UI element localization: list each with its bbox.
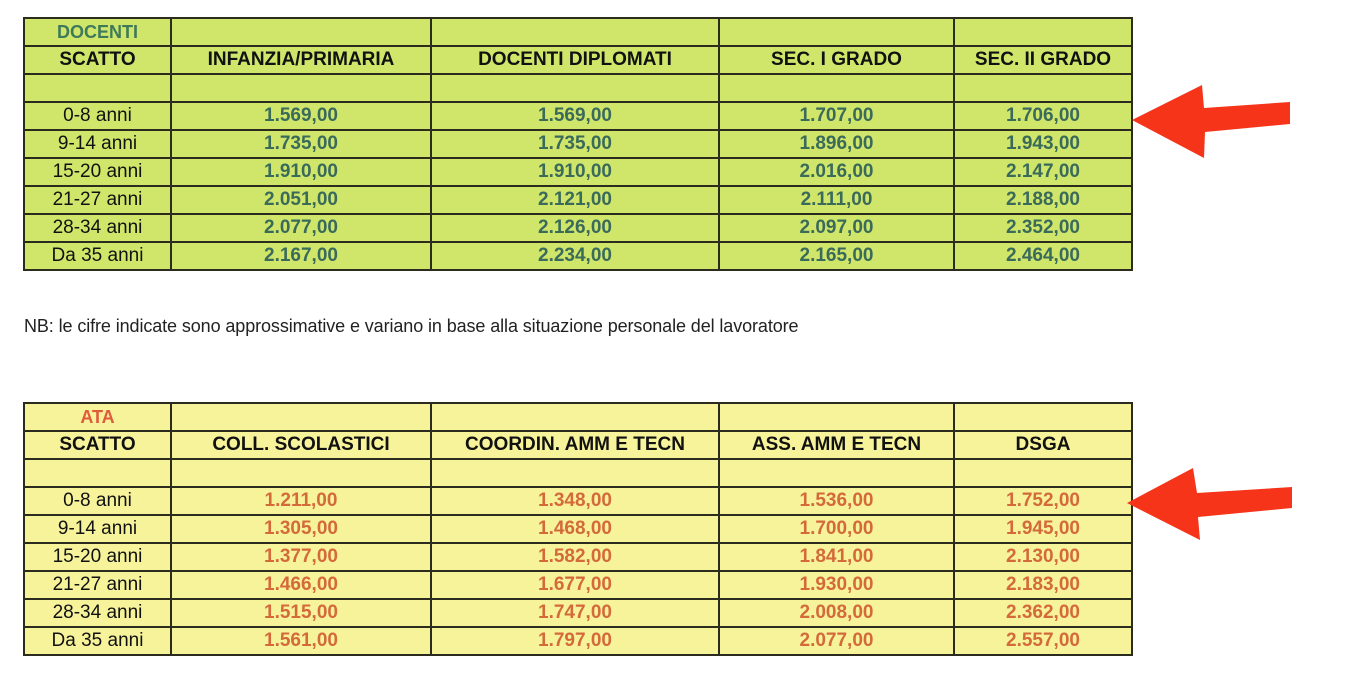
- value-cell: 2.008,00: [719, 599, 954, 627]
- scatto-cell: Da 35 anni: [24, 627, 171, 655]
- value-cell: 1.569,00: [171, 102, 431, 130]
- value-cell: 1.707,00: [719, 102, 954, 130]
- header-row: [24, 431, 1132, 459]
- value-cell: 2.362,00: [954, 599, 1132, 627]
- table-row: [24, 543, 1132, 571]
- value-cell: 2.051,00: [171, 186, 431, 214]
- scatto-cell: 15-20 anni: [24, 543, 171, 571]
- value-cell: 2.165,00: [719, 242, 954, 270]
- value-cell: 2.183,00: [954, 571, 1132, 599]
- value-cell: 1.561,00: [171, 627, 431, 655]
- header-row: [24, 46, 1132, 74]
- value-cell: 1.348,00: [431, 487, 719, 515]
- value-cell: 2.097,00: [719, 214, 954, 242]
- value-cell: 2.111,00: [719, 186, 954, 214]
- scatto-cell: 15-20 anni: [24, 158, 171, 186]
- column-header: SCATTO: [24, 431, 171, 459]
- disclaimer-note: NB: le cifre indicate sono approssimative e variano in base alla situazione personale del lavoratore: [24, 316, 799, 336]
- table-row: [24, 214, 1132, 242]
- value-cell: 1.735,00: [431, 130, 719, 158]
- scatto-cell: 28-34 anni: [24, 599, 171, 627]
- section-label-row: [24, 18, 1132, 46]
- value-cell: 1.735,00: [171, 130, 431, 158]
- arrow-left-icon: [1130, 80, 1310, 160]
- section-label: DOCENTI: [24, 18, 171, 46]
- table-row: [24, 186, 1132, 214]
- value-cell: 1.466,00: [171, 571, 431, 599]
- value-cell: 1.752,00: [954, 487, 1132, 515]
- column-header: DSGA: [954, 431, 1132, 459]
- table-row: [24, 515, 1132, 543]
- value-cell: 2.126,00: [431, 214, 719, 242]
- scatto-cell: 28-34 anni: [24, 214, 171, 242]
- value-cell: 1.677,00: [431, 571, 719, 599]
- value-cell: 1.582,00: [431, 543, 719, 571]
- scatto-cell: 0-8 anni: [24, 487, 171, 515]
- value-cell: 2.121,00: [431, 186, 719, 214]
- value-cell: 1.910,00: [431, 158, 719, 186]
- arrow-left-icon: [1125, 463, 1305, 543]
- column-header: SEC. II GRADO: [954, 46, 1132, 74]
- table-row: [24, 102, 1132, 130]
- spacer-row: [24, 74, 1132, 102]
- scatto-cell: Da 35 anni: [24, 242, 171, 270]
- value-cell: 1.700,00: [719, 515, 954, 543]
- value-cell: 1.841,00: [719, 543, 954, 571]
- column-header: COLL. SCOLASTICI: [171, 431, 431, 459]
- column-header: DOCENTI DIPLOMATI: [431, 46, 719, 74]
- column-header: ASS. AMM E TECN: [719, 431, 954, 459]
- table-row: [24, 571, 1132, 599]
- table-row: [24, 158, 1132, 186]
- value-cell: 1.536,00: [719, 487, 954, 515]
- value-cell: 2.077,00: [171, 214, 431, 242]
- scatto-cell: 9-14 anni: [24, 515, 171, 543]
- value-cell: 2.016,00: [719, 158, 954, 186]
- value-cell: 1.943,00: [954, 130, 1132, 158]
- table-row: [24, 487, 1132, 515]
- value-cell: 1.747,00: [431, 599, 719, 627]
- value-cell: 1.468,00: [431, 515, 719, 543]
- value-cell: 1.945,00: [954, 515, 1132, 543]
- value-cell: 1.569,00: [431, 102, 719, 130]
- value-cell: 2.352,00: [954, 214, 1132, 242]
- value-cell: 2.234,00: [431, 242, 719, 270]
- column-header: SEC. I GRADO: [719, 46, 954, 74]
- scatto-cell: 0-8 anni: [24, 102, 171, 130]
- scatto-cell: 21-27 anni: [24, 571, 171, 599]
- value-cell: 2.557,00: [954, 627, 1132, 655]
- docenti-salary-table: [23, 17, 1133, 271]
- value-cell: 1.930,00: [719, 571, 954, 599]
- ata-salary-table: [23, 402, 1133, 656]
- value-cell: 1.515,00: [171, 599, 431, 627]
- column-header: SCATTO: [24, 46, 171, 74]
- value-cell: 1.910,00: [171, 158, 431, 186]
- value-cell: 1.706,00: [954, 102, 1132, 130]
- column-header: INFANZIA/PRIMARIA: [171, 46, 431, 74]
- scatto-cell: 9-14 anni: [24, 130, 171, 158]
- value-cell: 2.464,00: [954, 242, 1132, 270]
- value-cell: 2.188,00: [954, 186, 1132, 214]
- value-cell: 1.377,00: [171, 543, 431, 571]
- value-cell: 2.147,00: [954, 158, 1132, 186]
- value-cell: 2.167,00: [171, 242, 431, 270]
- value-cell: 1.305,00: [171, 515, 431, 543]
- section-label-row: [24, 403, 1132, 431]
- value-cell: 2.077,00: [719, 627, 954, 655]
- table-row: [24, 627, 1132, 655]
- value-cell: 1.211,00: [171, 487, 431, 515]
- section-label: ATA: [24, 403, 171, 431]
- column-header: COORDIN. AMM E TECN: [431, 431, 719, 459]
- value-cell: 1.896,00: [719, 130, 954, 158]
- scatto-cell: 21-27 anni: [24, 186, 171, 214]
- spacer-row: [24, 459, 1132, 487]
- value-cell: 1.797,00: [431, 627, 719, 655]
- table-row: [24, 242, 1132, 270]
- table-row: [24, 130, 1132, 158]
- value-cell: 2.130,00: [954, 543, 1132, 571]
- table-row: [24, 599, 1132, 627]
